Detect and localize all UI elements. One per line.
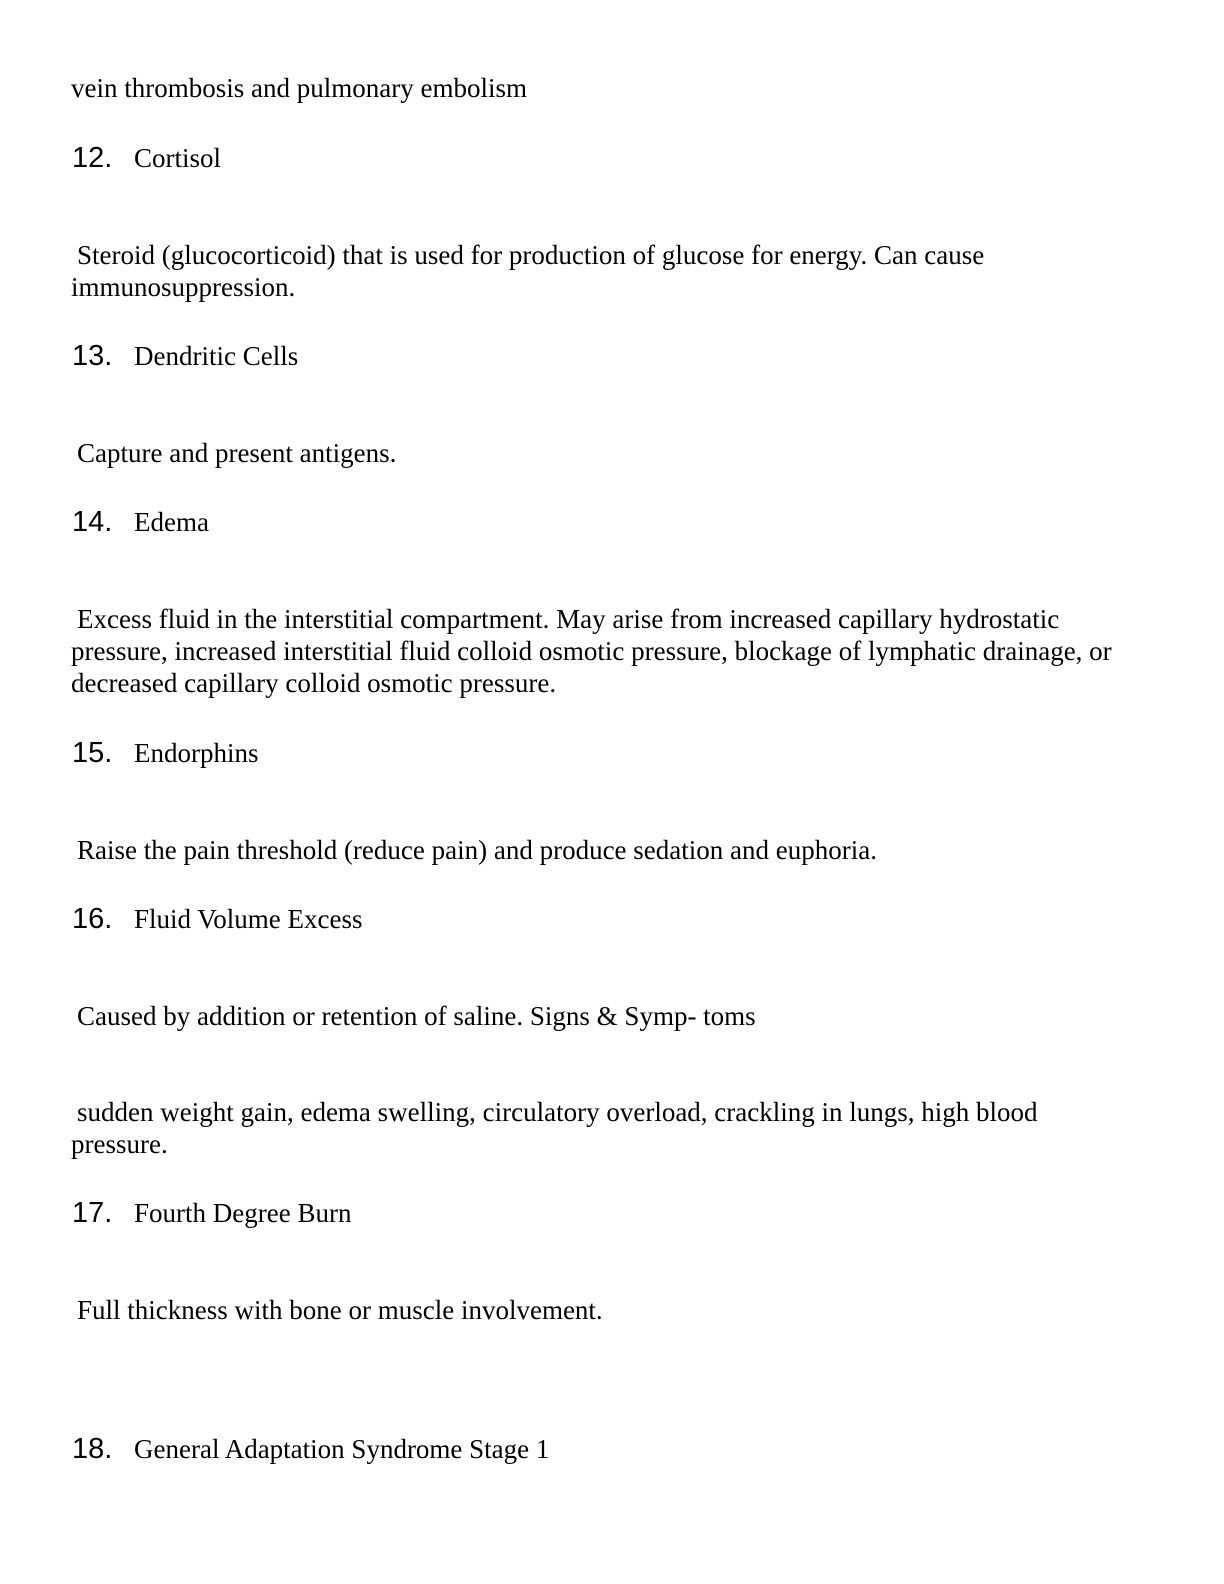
definition-text: Caused by addition or retention of saline. Signs & Symp- toms	[77, 1001, 756, 1031]
item-number: 16.	[72, 903, 113, 935]
term-title: Fourth Degree Burn	[134, 1198, 352, 1228]
term-entry-17	[72, 1197, 351, 1233]
term-entry-13	[72, 340, 298, 376]
definition-text: sudden weight gain, edema swelling, circulatory overload, crackling in lungs, high blood pressure.	[71, 1097, 1038, 1159]
term-title: Endorphins	[134, 738, 259, 768]
item-number: 18.	[72, 1433, 113, 1465]
continuation-text: vein thrombosis and pulmonary embolism	[71, 73, 527, 103]
term-title: General Adaptation Syndrome Stage 1	[134, 1434, 550, 1464]
term-title: Cortisol	[134, 143, 222, 173]
definition-text: Capture and present antigens.	[77, 438, 397, 468]
term-entry-12	[72, 142, 221, 178]
item-number: 13.	[72, 340, 113, 372]
term-entry-15	[72, 737, 259, 773]
definition-text: Steroid (glucocorticoid) that is used for production of glucose for energy. Can cause immunosuppression.	[71, 240, 985, 302]
definition-text: Excess fluid in the interstitial compartment. May arise from increased capillary hydrostatic pressure, increased interstitial fluid colloid osmotic pressure, blockage of lymphatic drainage, or decreased capillary colloid osmotic pressure.	[71, 604, 1112, 698]
definition-text: Raise the pain threshold (reduce pain) and produce sedation and euphoria.	[77, 835, 877, 865]
term-title: Fluid Volume Excess	[134, 904, 363, 934]
item-number: 15.	[72, 737, 113, 769]
term-title: Dendritic Cells	[134, 341, 299, 371]
term-entry-18	[72, 1433, 549, 1469]
term-entry-16	[72, 903, 363, 939]
item-number: 17.	[72, 1197, 113, 1229]
term-entry-14	[72, 506, 209, 542]
item-number: 12.	[72, 142, 113, 174]
definition-text: Full thickness with bone or muscle involvement.	[77, 1295, 603, 1325]
term-title: Edema	[134, 507, 209, 537]
item-number: 14.	[72, 506, 113, 538]
